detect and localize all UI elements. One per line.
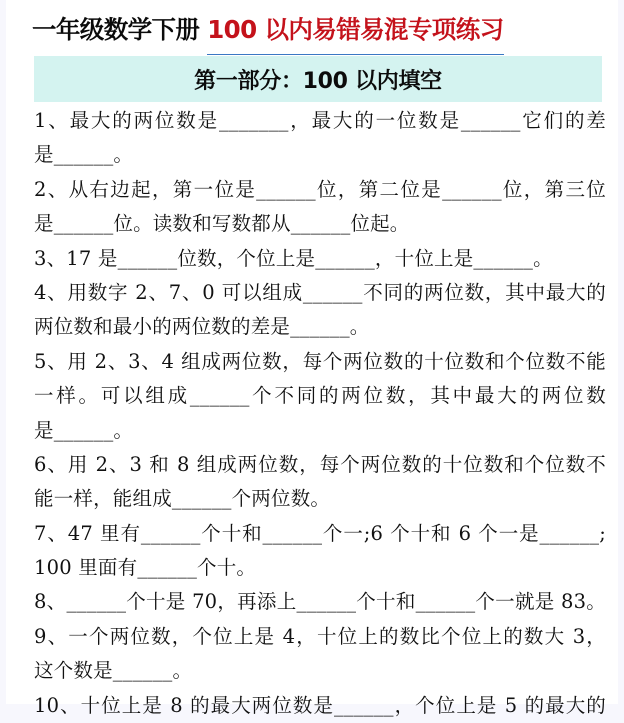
question-2-line-1: 2、从右边起，第一位是______位，第二位是______位，第三位: [34, 177, 606, 201]
question-7-line-2: 100 里面有______个十。: [34, 556, 257, 580]
section-title: 第一部分：100 以内填空: [194, 68, 442, 94]
question-9-line-1: 9、一个两位数，个位上是 4，十位上的数比个位上的数大 3，: [34, 624, 606, 648]
question-1-line-1: 1、最大的两位数是_______，最大的一位数是______它们的差: [34, 109, 606, 132]
section-header-band: [34, 56, 602, 102]
question-3-line-1: 3、17 是______位数，个位上是______，十位上是______。: [34, 246, 553, 270]
question-list: [34, 104, 606, 723]
question-4-line-1: 4、用数字 2、7、0 可以组成______不同的两位数，其中最大的: [34, 280, 606, 304]
question-6-line-1: 6、用 2、3 和 8 组成两位数，每个两位数的十位数和个位数不: [34, 452, 606, 476]
question-5-line-2: 一样。可以组成______个不同的两位数，其中最大的两位数: [34, 384, 606, 408]
question-7-line-1: 7、47 里有______个十和______个一;6 个十和 6 个一是______;: [34, 521, 606, 545]
question-2-line-2: 是______位。读数和写数都从______位起。: [34, 212, 410, 236]
question-10-line-1: 10、十位上是 8 的最大两位数是______，个位上是 5 的最大的: [34, 693, 606, 717]
question-1-line-2: 是______。: [34, 143, 134, 167]
title-topic-part: 100 以内易错易混专项练习: [207, 8, 503, 52]
title-grade-part: 一年级数学下册: [32, 15, 208, 44]
question-6-line-2: 能一样，能组成______个两位数。: [34, 487, 331, 511]
question-9-line-2: 这个数是______。: [34, 659, 193, 683]
question-5-line-3: 是______。: [34, 418, 134, 442]
worksheet-page: [6, 0, 618, 717]
question-5-line-1: 5、用 2、3、4 组成两位数，每个两位数的十位数和个位数不能: [34, 349, 606, 373]
question-4-line-2: 两位数和最小的两位数的差是______。: [34, 315, 370, 339]
question-8-line-1: 8、______个十是 70，再添上______个十和______个一就是 83。: [34, 590, 606, 614]
worksheet-title: [32, 8, 612, 52]
